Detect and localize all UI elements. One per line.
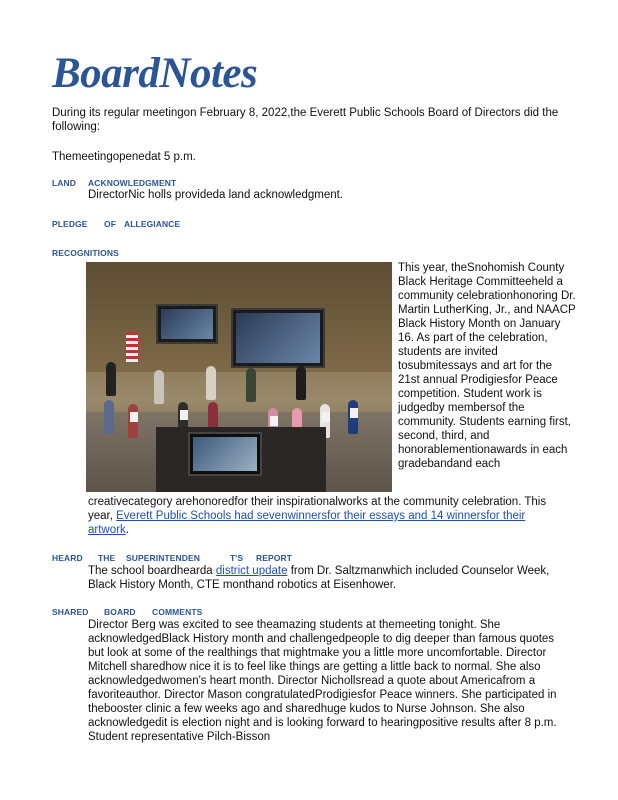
photo-monitor xyxy=(188,432,262,476)
photo-person xyxy=(296,366,306,400)
heading-word: LAND xyxy=(52,178,77,188)
heading-word: SUPERINTENDEN xyxy=(126,553,201,563)
superintendent-post: from Dr. Saltzmanwhich included Counselor Week, Black History Month, CTE monthand robotics at Eisenhower. xyxy=(88,565,550,591)
heading-word: THE xyxy=(98,553,116,563)
photo-left-screen xyxy=(156,304,218,344)
recognition-photo xyxy=(86,262,392,492)
intro-paragraph: During its regular meetingon February 8, 2022,the Everett Public Schools Board of Directors did the following: xyxy=(52,107,559,133)
photo-certificate xyxy=(180,410,188,420)
photo-person xyxy=(206,366,216,400)
recognitions-continue: creativecategory arehonoredfor their inspirationalworks at the community celebration. This year, xyxy=(88,496,547,522)
heading-word: T'S xyxy=(230,553,244,563)
superintendent-pre: The school boardhearda xyxy=(88,565,213,577)
heading-pledge-of-allegiance xyxy=(52,219,180,229)
photo-certificate xyxy=(270,416,278,426)
district-update-link[interactable]: district update xyxy=(215,565,288,577)
photo-person xyxy=(106,362,116,396)
heading-word: COMMENTS xyxy=(152,607,203,617)
heading-land-acknowledgment xyxy=(52,178,176,188)
meeting-opened-text: Themeetingopenedat 5 p.m. xyxy=(52,151,196,163)
heading-word: ALLEGIANCE xyxy=(124,219,181,229)
land-acknowledgment-body: DirectorNic holls provideda land acknowledgment. xyxy=(88,189,344,201)
photo-center-screen xyxy=(231,308,325,368)
recognitions-wrap-text: This year, theSnohomish County Black Heritage Committeeheld a community celebrationhonoring Dr. Martin LutherKing, Jr., and NAACP Black History Month on January 16. As part of the celebration, students are invited tosubmitessays and art for the 21st annual Prodigiesfor Peace competition. Student work is judgedby membersof the community. Students earning first, second, third, and honorablementionawards in each gradebandand each xyxy=(398,262,576,470)
board-comments-body: Director Berg was excited to see theamazing students at themeeting tonight. She acknowledgedBlack History month and challengedpeople to dig deeper than famous quotes but look at some of the realthings that mightmake you a little more uncomfortable. Director Mitchell sharedhow nice it is to feel like things are getting a little back to normal. She also acknowledgedwomen's heart month. Director Nichollsread a quote about Americafrom a favoriteauthor. Director Mason congratulatedProdigiesfor Peace winners. She participated in thebooster clinic a few weeks ago and sharedhuge kudos to Nurse Johnson. She also acknowledgedit is election night and is looking forward to hearingpositive results after 8 p.m. Student representative Pilch-Bisson xyxy=(88,619,557,743)
recognitions-end: . xyxy=(125,524,129,536)
photo-flag xyxy=(126,332,138,362)
heading-word: HEARD xyxy=(52,553,83,563)
heading-shared-board-comments xyxy=(52,607,202,617)
page-title: BoardNotes xyxy=(52,50,258,97)
heading-recognitions xyxy=(52,248,119,258)
photo-certificate xyxy=(130,412,138,422)
photo-person xyxy=(104,400,114,434)
heading-word: PLEDGE xyxy=(52,219,88,229)
heading-word: REPORT xyxy=(256,553,293,563)
heading-word: RECOGNITIONS xyxy=(52,248,119,258)
winners-link[interactable]: Everett Public Schools had sevenwinnersfor their essays and 14 winnersfor their artwork xyxy=(88,510,526,536)
heading-word: OF xyxy=(104,219,117,229)
heading-superintendent-report xyxy=(52,553,292,563)
photo-person xyxy=(154,370,164,404)
heading-word: BOARD xyxy=(104,607,136,617)
recognitions-continued-text xyxy=(88,495,568,537)
heading-word: SHARED xyxy=(52,607,89,617)
photo-certificate xyxy=(322,412,330,422)
photo-person xyxy=(246,368,256,402)
heading-word: ACKNOWLEDGMENT xyxy=(88,178,177,188)
superintendent-report-body xyxy=(88,564,568,592)
photo-certificate xyxy=(350,408,358,418)
